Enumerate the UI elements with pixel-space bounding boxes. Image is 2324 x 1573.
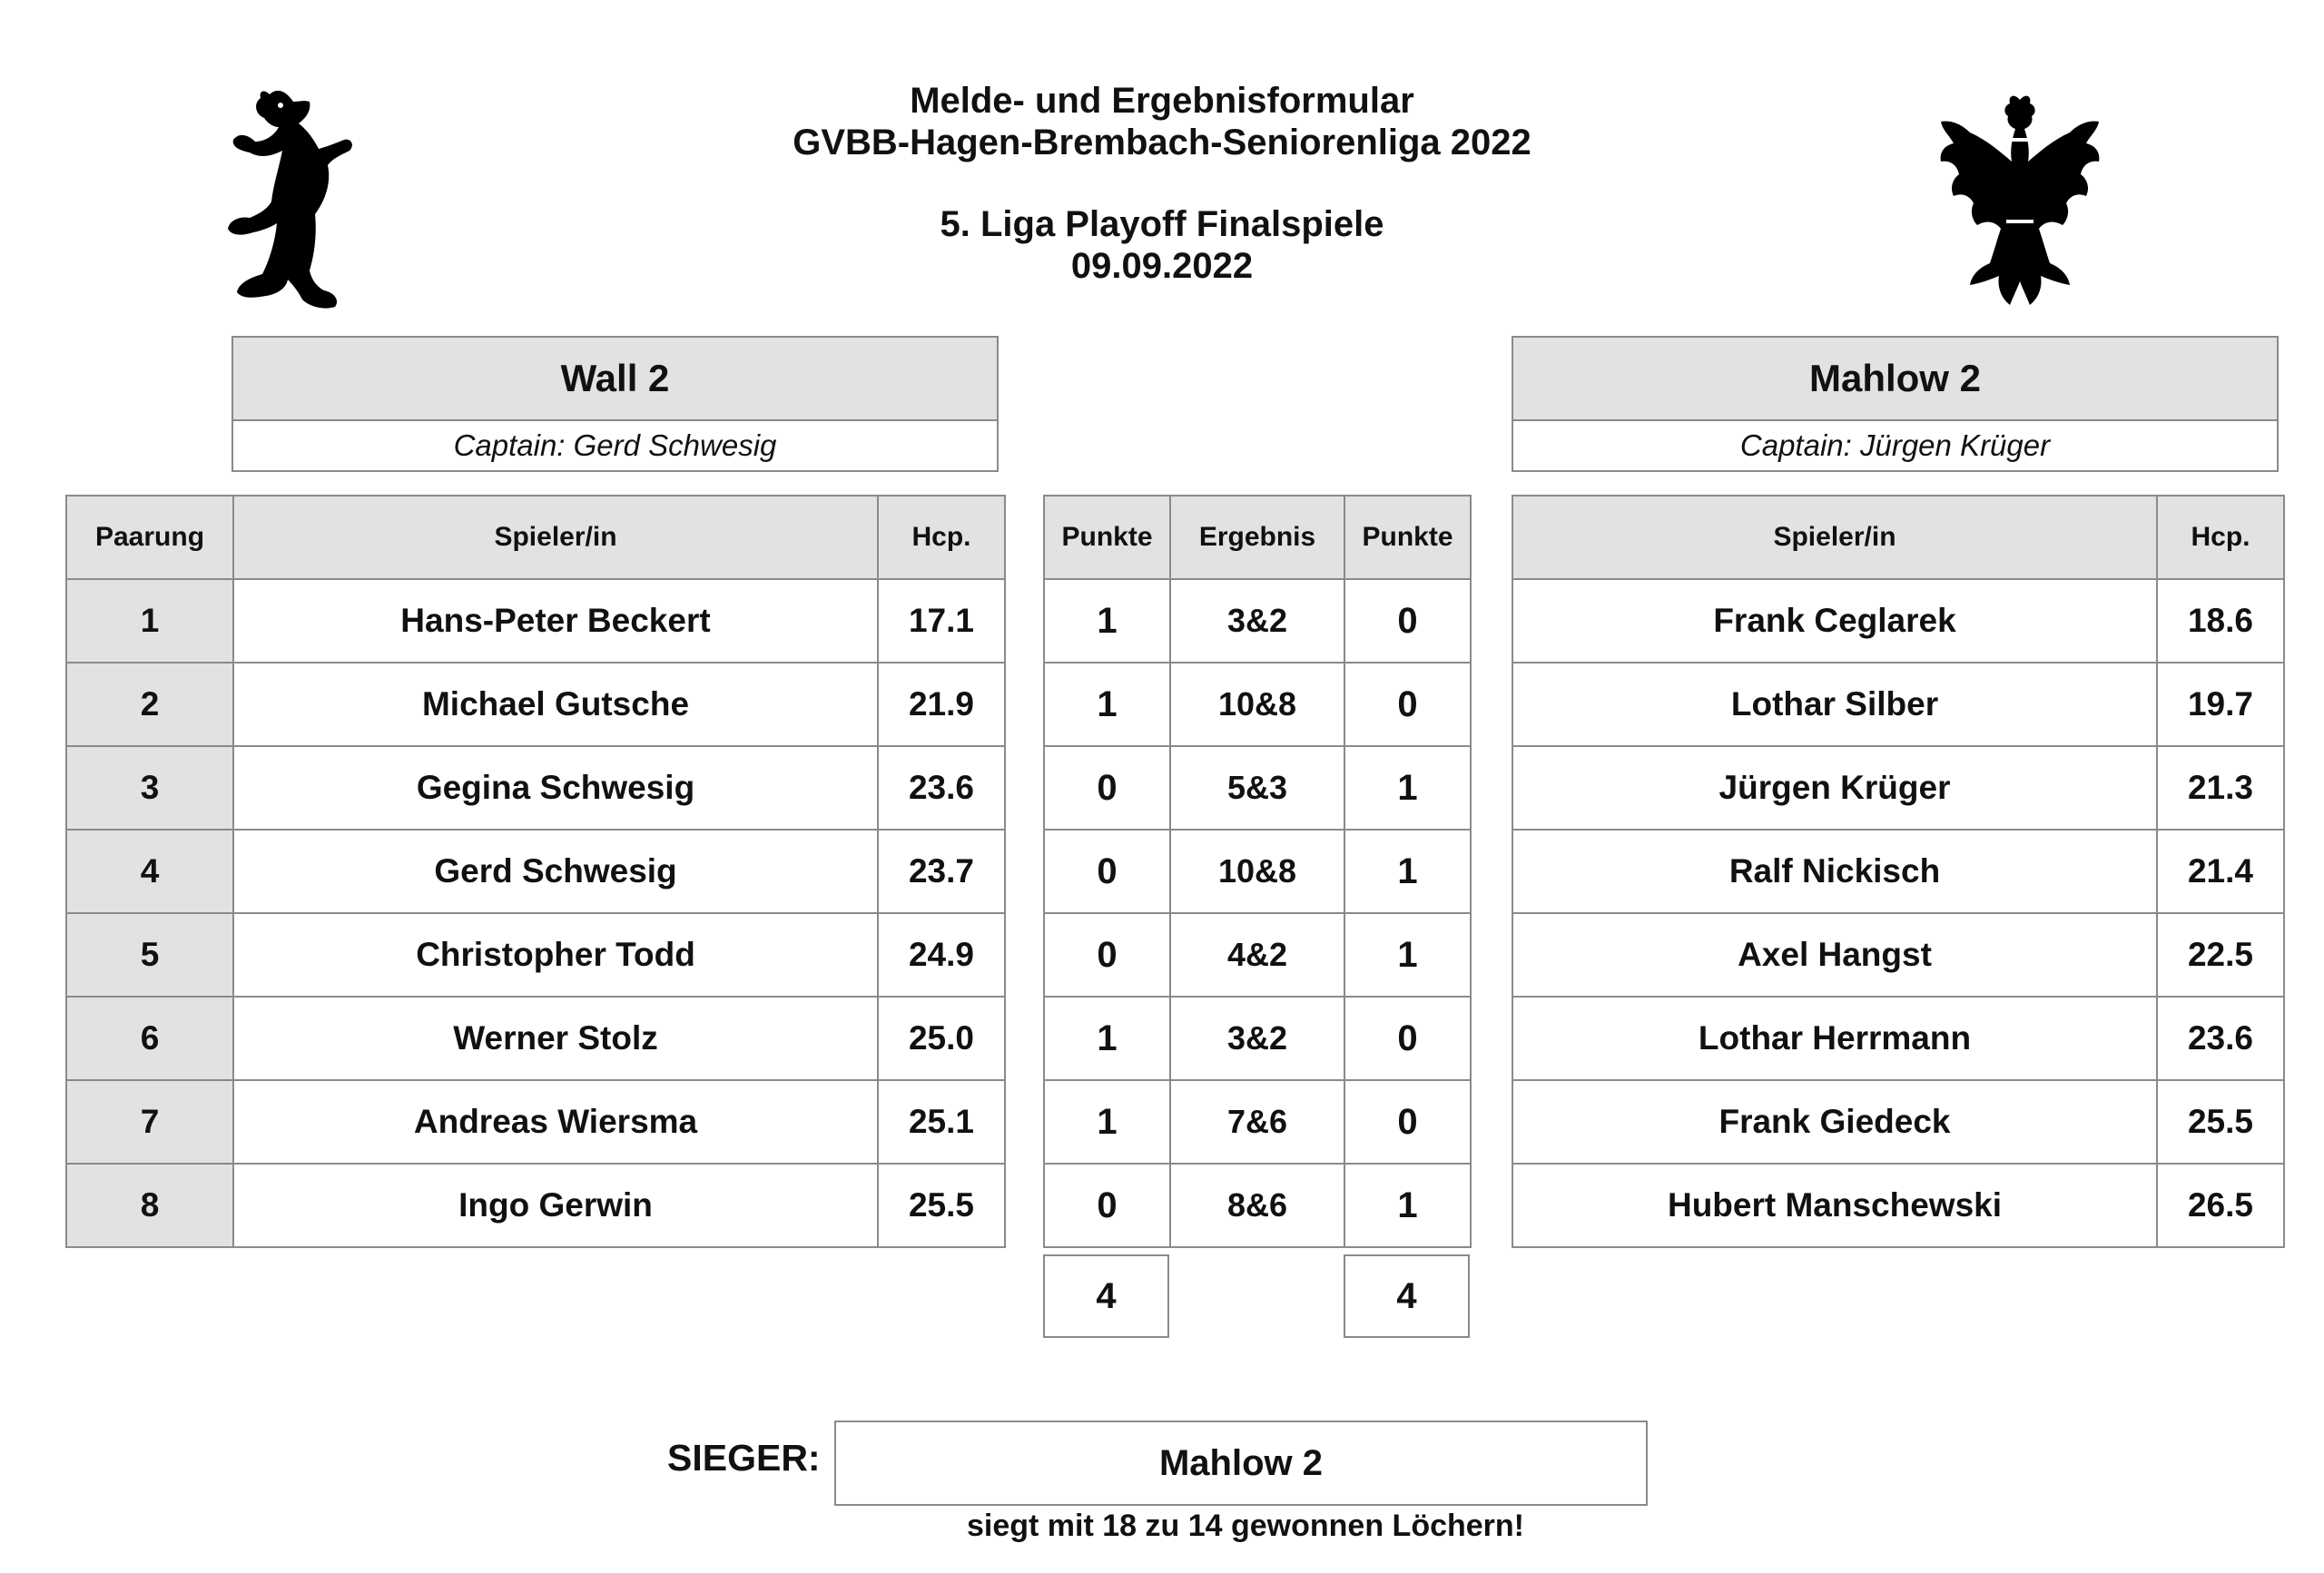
player-header: Spieler/in bbox=[233, 496, 878, 579]
table-row bbox=[66, 830, 1005, 913]
left-player: Andreas Wiersma bbox=[233, 1080, 878, 1164]
winner-team: Mahlow 2 bbox=[834, 1421, 1648, 1506]
pairing-number: 6 bbox=[66, 997, 233, 1080]
hcp-header: Hcp. bbox=[2157, 496, 2284, 579]
result-header: Ergebnis bbox=[1170, 496, 1344, 579]
winner-label: SIEGER: bbox=[667, 1437, 821, 1479]
pairing-number: 1 bbox=[66, 579, 233, 663]
table-row bbox=[1512, 746, 2284, 830]
team-right-name: Mahlow 2 bbox=[1513, 338, 2277, 421]
right-hcp: 23.6 bbox=[2157, 997, 2284, 1080]
left-hcp: 25.5 bbox=[878, 1164, 1005, 1247]
right-player: Frank Giedeck bbox=[1512, 1080, 2157, 1164]
right-team-table bbox=[1512, 495, 2285, 1248]
table-row bbox=[1512, 663, 2284, 746]
table-row bbox=[1044, 913, 1471, 997]
left-hcp: 25.0 bbox=[878, 997, 1005, 1080]
left-points: 1 bbox=[1044, 579, 1170, 663]
right-hcp: 25.5 bbox=[2157, 1080, 2284, 1164]
match-result: 8&6 bbox=[1170, 1164, 1344, 1247]
left-player: Gerd Schwesig bbox=[233, 830, 878, 913]
left-hcp: 21.9 bbox=[878, 663, 1005, 746]
hcp-header: Hcp. bbox=[878, 496, 1005, 579]
pairing-header: Paarung bbox=[66, 496, 233, 579]
right-points: 0 bbox=[1344, 663, 1471, 746]
team-right-box bbox=[1512, 336, 2279, 472]
table-row bbox=[66, 1080, 1005, 1164]
left-hcp: 25.1 bbox=[878, 1080, 1005, 1164]
table-row bbox=[66, 997, 1005, 1080]
table-row bbox=[1044, 1164, 1471, 1247]
right-points: 0 bbox=[1344, 997, 1471, 1080]
table-row bbox=[1512, 913, 2284, 997]
right-points: 0 bbox=[1344, 1080, 1471, 1164]
right-points: 0 bbox=[1344, 579, 1471, 663]
table-row bbox=[1044, 746, 1471, 830]
right-player: Hubert Manschewski bbox=[1512, 1164, 2157, 1247]
right-hcp: 21.3 bbox=[2157, 746, 2284, 830]
left-player: Werner Stolz bbox=[233, 997, 878, 1080]
left-team-table bbox=[65, 495, 1006, 1248]
match-result: 5&3 bbox=[1170, 746, 1344, 830]
team-left-box bbox=[231, 336, 999, 472]
match-result: 10&8 bbox=[1170, 830, 1344, 913]
round-title: 5. Liga Playoff Finalspiele bbox=[940, 204, 1384, 244]
table-row bbox=[1512, 830, 2284, 913]
match-date: 09.09.2022 bbox=[1070, 246, 1254, 286]
table-row bbox=[1044, 997, 1471, 1080]
left-hcp: 17.1 bbox=[878, 579, 1005, 663]
right-hcp: 19.7 bbox=[2157, 663, 2284, 746]
left-hcp: 23.7 bbox=[878, 830, 1005, 913]
table-row bbox=[1512, 579, 2284, 663]
left-points: 0 bbox=[1044, 746, 1170, 830]
bear-icon bbox=[222, 82, 359, 320]
left-points: 1 bbox=[1044, 1080, 1170, 1164]
right-points-header: Punkte bbox=[1344, 496, 1471, 579]
table-row bbox=[66, 1164, 1005, 1247]
player-header: Spieler/in bbox=[1512, 496, 2157, 579]
team-right-captain: Captain: Jürgen Krüger bbox=[1739, 428, 2051, 462]
right-player: Jürgen Krüger bbox=[1512, 746, 2157, 830]
left-points: 0 bbox=[1044, 1164, 1170, 1247]
left-points-header: Punkte bbox=[1044, 496, 1170, 579]
right-points: 1 bbox=[1344, 1164, 1471, 1247]
table-row bbox=[66, 913, 1005, 997]
team-left-name: Wall 2 bbox=[233, 338, 997, 421]
right-hcp: 22.5 bbox=[2157, 913, 2284, 997]
left-player: Gegina Schwesig bbox=[233, 746, 878, 830]
left-player: Hans-Peter Beckert bbox=[233, 579, 878, 663]
table-row bbox=[1512, 1080, 2284, 1164]
left-hcp: 23.6 bbox=[878, 746, 1005, 830]
table-row bbox=[1044, 830, 1471, 913]
right-hcp: 18.6 bbox=[2157, 579, 2284, 663]
form-header bbox=[635, 80, 1689, 287]
result-table bbox=[1043, 495, 1472, 1248]
left-points: 0 bbox=[1044, 830, 1170, 913]
table-row bbox=[1044, 1080, 1471, 1164]
left-points: 1 bbox=[1044, 663, 1170, 746]
pairing-number: 4 bbox=[66, 830, 233, 913]
pairing-number: 5 bbox=[66, 913, 233, 997]
right-player: Axel Hangst bbox=[1512, 913, 2157, 997]
left-hcp: 24.9 bbox=[878, 913, 1005, 997]
right-points: 1 bbox=[1344, 830, 1471, 913]
right-hcp: 21.4 bbox=[2157, 830, 2284, 913]
right-player: Ralf Nickisch bbox=[1512, 830, 2157, 913]
right-points: 1 bbox=[1344, 913, 1471, 997]
table-row bbox=[1044, 579, 1471, 663]
right-player: Lothar Herrmann bbox=[1512, 997, 2157, 1080]
left-points: 0 bbox=[1044, 913, 1170, 997]
pairing-number: 8 bbox=[66, 1164, 233, 1247]
winner-note: siegt mit 18 zu 14 gewonnen Löchern! bbox=[967, 1509, 1524, 1543]
left-player: Ingo Gerwin bbox=[233, 1164, 878, 1247]
pairing-number: 2 bbox=[66, 663, 233, 746]
right-points: 1 bbox=[1344, 746, 1471, 830]
left-player: Christopher Todd bbox=[233, 913, 878, 997]
left-points: 1 bbox=[1044, 997, 1170, 1080]
match-result: 3&2 bbox=[1170, 997, 1344, 1080]
match-result: 10&8 bbox=[1170, 663, 1344, 746]
left-points-total: 4 bbox=[1043, 1254, 1169, 1338]
team-left-captain: Captain: Gerd Schwesig bbox=[453, 428, 777, 462]
eagle-icon bbox=[1934, 84, 2106, 315]
table-row bbox=[1512, 997, 2284, 1080]
left-player: Michael Gutsche bbox=[233, 663, 878, 746]
table-row bbox=[66, 746, 1005, 830]
pairing-number: 7 bbox=[66, 1080, 233, 1164]
league-title: GVBB-Hagen-Brembach-Seniorenliga 2022 bbox=[793, 123, 1531, 162]
table-row bbox=[66, 663, 1005, 746]
match-result: 3&2 bbox=[1170, 579, 1344, 663]
match-result: 7&6 bbox=[1170, 1080, 1344, 1164]
pairing-number: 3 bbox=[66, 746, 233, 830]
table-row bbox=[66, 579, 1005, 663]
right-hcp: 26.5 bbox=[2157, 1164, 2284, 1247]
right-points-total: 4 bbox=[1344, 1254, 1470, 1338]
right-player: Lothar Silber bbox=[1512, 663, 2157, 746]
table-row bbox=[1044, 663, 1471, 746]
table-row bbox=[1512, 1164, 2284, 1247]
form-title: Melde- und Ergebnisformular bbox=[910, 81, 1414, 121]
right-player: Frank Ceglarek bbox=[1512, 579, 2157, 663]
match-result: 4&2 bbox=[1170, 913, 1344, 997]
